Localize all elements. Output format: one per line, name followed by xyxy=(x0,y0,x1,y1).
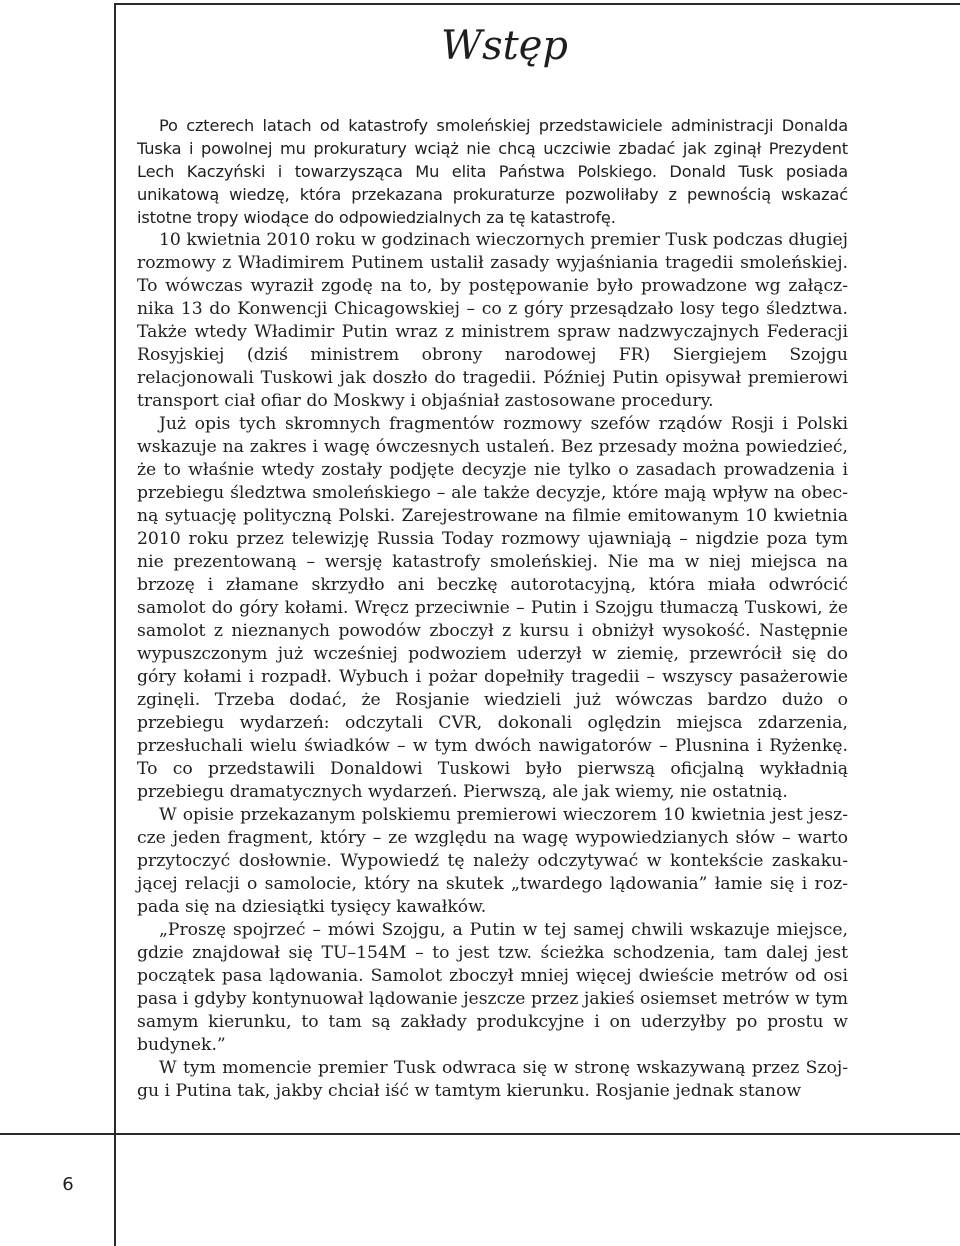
paragraph-3: Już opis tych skromnych fragmentów rozmowy szefów rządów Rosji i Polski wskazuje na zakres i wagę ówczesnych ustaleń. Bez przesady można powiedzieć, że to właśnie wtedy zostały podjęte decyzje nie tylko o zasadach prowadzenia i przebiegu śledztwa smoleńskiego – ale także decyzje, które mają wpływ na obecną sytuację polityczną Polski. Zarejestrowane na filmie emitowanym 10 kwietnia 2010 roku przez telewizję Russia Today rozmowy ujawniają – nigdzie poza tym nie prezentowaną – wersję katastrofy smoleńskiej. Nie ma w niej miejsca na brzozę i złamane skrzydło ani beczkę autorotacyjną, która miała odwrócić samolot do góry kołami. Wręcz przeciwnie – Putin i Szojgu tłumaczą Tuskowi, że samolot z nieznanych powodów zboczył z kursu i obniżył wysokość. Następnie wypuszczonym już wcześniej podwoziem uderzył w ziemię, przewrócił się do góry kołami i rozpadł. Wybuch i pożar dopełniły tragedii – wszyscy pasażerowie zginęli. Trzeba dodać, że Rosjanie wiedzieli już wówczas bardzo dużo o przebiegu wydarzeń: odczytali CVR, dokonali oględzin miejsca zdarzenia, przesłuchali wielu świadków – w tym dwóch nawigatorów – Plusnina i Ryżenkę. To co przedstawili Donaldowi Tuskowi było pierwszą oficjalną wykładnią przebiegu dramatycznych wydarzeń. Pierwszą, ale jak wiemy, nie ostatnią. xyxy=(137,414,848,802)
body-text xyxy=(137,114,848,1103)
chapter-title: Wstęp xyxy=(441,23,568,69)
paragraph-4: W opisie przekazanym polskiemu premierowi wieczorem 10 kwietnia jest jeszcze jeden fragment, który – ze względu na wagę wypowiedzianych słów – warto przytoczyć dosłownie. Wypowiedź tę należy odczytywać w kontekście zaskakującej relacji o samolocie, który na skutek „twardego lądowania” łamie się i rozpada się na dziesiątki tysięcy kawałków. xyxy=(137,805,848,917)
frame-left-rule xyxy=(114,3,116,1246)
frame-top-rule xyxy=(114,3,960,5)
paragraph-5: „Proszę spojrzeć – mówi Szojgu, a Putin w tej samej chwili wskazuje miejsce, gdzie znajdował się TU–154M – to jest tzw. ścieżka schodzenia, tam dalej jest początek pasa lądowania. Samolot zboczył mniej więcej dwieście metrów od osi pasa i gdyby kontynuował lądowanie jeszcze przez jakieś osiemset metrów w tym samym kierunku, to tam są zakłady produkcyjne i on uderzyłby po prostu w budynek.” xyxy=(137,920,848,1055)
paragraph-1: Po czterech latach od katastrofy smoleńskiej przedstawiciele administracji Donalda Tuska i powolnej mu prokuratury wciąż nie chcą uczciwie zbadać jak zginął Prezydent Lech Kaczyński i towarzysząca Mu elita Państwa Polskiego. Donald Tusk posiada unikatową wiedzę, która przekazana prokuraturze pozwoliłaby z pewnością wskazać istotne tropy wiodące do odpowiedzialnych za tę katastrofę. xyxy=(137,116,848,227)
paragraph-2: 10 kwietnia 2010 roku w godzinach wieczornych premier Tusk podczas długiej rozmowy z Władimirem Putinem ustalił zasady wyjaśniania tragedii smoleńskiej. To wówczas wyraził zgodę na to, by postępowanie było prowadzone wg załącznika 13 do Konwencji Chicagowskiej – co z góry przesądzało losy tego śledztwa. Także wtedy Władimir Putin wraz z ministrem spraw nadzwyczajnych Federacji Rosyjskiej (dziś ministrem obrony narodowej FR) Siergiejem Szojgu relacjonowali Tuskowi jak doszło do tragedii. Później Putin opisywał premierowi transport ciał ofiar do Moskwy i objaśniał zastosowane procedury. xyxy=(137,230,848,411)
page-number: 6 xyxy=(62,1174,74,1195)
footer-rule xyxy=(0,1133,960,1135)
paragraph-6: W tym momencie premier Tusk odwraca się w stronę wskazywaną przez Szojgu i Putina tak, jakby chciał iść w tamtym kierunku. Rosjanie jednak stanow xyxy=(137,1058,848,1101)
